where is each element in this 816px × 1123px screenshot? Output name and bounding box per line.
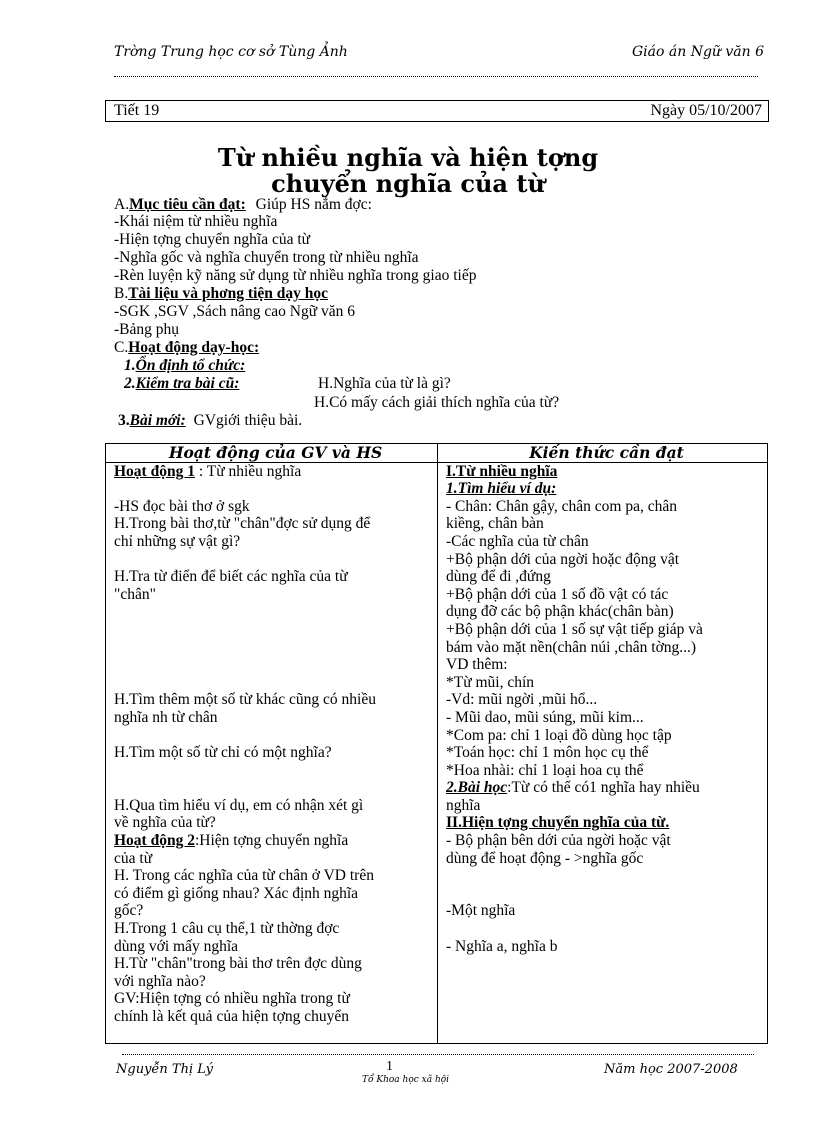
knowledge-line: - Mũi dao, mũi súng, mũi kim... — [446, 708, 644, 726]
activities-column: Hoạt động 1 : Từ nhiều nghĩa -HS đọc bài thơ ở sgk H.Trong bài thơ,từ "chân"đợc sử dụng để chỉ những sự vật gì? H.Tra từ điển để biết các nghĩa của từ "chân" H.Tìm thêm một số từ khác cũng có nhiều nghĩa nh từ chân H.Tìm một số từ chỉ có một nghĩa? H.Qua tìm hiểu ví dụ, em có nhận xét gì về nghĩa của từ? Hoạt động 2:Hiện tợng chuyển nghĩa của từ H. Trong các nghĩa của từ chân ở VD trên có điểm gì giống nhau? Xác định nghĩa gốc? H.Trong 1 câu cụ thể,1 từ thờng đợc dùng với mấy nghĩa H.Từ "chân"trong bài thơ trên đợc dùng với nghĩa nào? GV:Hiện tợng có nhiều nghĩa trong từ chính là kết quả của hiện tợng chuyển — [106, 462, 438, 1043]
knowledge-line: +Bộ phận dới của 1 số đồ vật có tác — [446, 585, 669, 603]
column-header-knowledge: Kiến thức cần đạt — [438, 444, 768, 463]
school-year: Năm học 2007-2008 — [604, 1062, 738, 1077]
knowledge-line: -Các nghĩa của từ chân — [446, 532, 589, 550]
activity-line: H.Trong 1 câu cụ thể,1 từ thờng đợc — [114, 920, 340, 938]
activity-line: dùng với mấy nghĩa — [114, 937, 238, 955]
knowledge-line: - Chân: Chân gậy, chân com pa, chân — [446, 497, 677, 515]
subject-name: Giáo án Ngữ văn 6 — [632, 44, 765, 60]
knowledge-line: +Bộ phận dới của 1 số sự vật tiếp giáp và — [446, 620, 703, 638]
group-name: Tổ Khoa học xã hội — [362, 1075, 450, 1085]
knowledge-line: nghĩa — [446, 796, 481, 814]
lesson-activity-table — [105, 443, 768, 1044]
author-name: Nguyễn Thị Lý — [116, 1062, 213, 1077]
activity-line: -HS đọc bài thơ ở sgk — [114, 497, 250, 515]
activity-line: chỉ những sự vật gì? — [114, 532, 241, 550]
section-c-heading: C.Hoạt động dạy-học: — [114, 339, 260, 356]
knowledge-line: -Vd: mũi ngời ,mũi hổ... — [446, 691, 598, 709]
activity-line: gốc? — [114, 902, 144, 920]
page-number: 1 — [386, 1059, 393, 1074]
activity-line: H.Tìm thêm một số từ khác cũng có nhiều — [114, 691, 376, 709]
activity-line: H.Tra từ điển để biết các nghĩa của từ — [114, 568, 348, 586]
knowledge-line: *Com pa: chỉ 1 loại đồ dùng học tập — [446, 726, 672, 744]
knowledge-line: *Toán học: chỉ 1 môn học cụ thể — [446, 744, 649, 762]
section-b-heading: B.Tài liệu và phơng tiện dạy học — [114, 285, 329, 302]
activity-line: của từ — [114, 849, 153, 867]
knowledge-line: VD thêm: — [446, 656, 508, 674]
step-1: 1.Ổn định tổ chức: — [124, 357, 246, 374]
objective-item: -Rèn luyện kỹ năng sử dụng từ nhiều nghĩa trong giao tiếp — [114, 267, 477, 284]
knowledge-line: - Nghĩa a, nghĩa b — [446, 937, 558, 955]
lesson-info-box — [105, 100, 769, 122]
knowledge-line: *Hoa nhài: chỉ 1 loại hoa cụ thể — [446, 761, 644, 779]
knowledge-line: dùng để đi ,đứng — [446, 568, 551, 586]
knowledge-section-2: II.Hiện tợng chuyển nghĩa của từ. — [446, 814, 670, 832]
lesson-title-line1: Từ nhiều nghĩa và hiện tợng — [217, 143, 599, 172]
activity-1-label: Hoạt động 1 — [114, 462, 195, 480]
knowledge-line: +Bộ phận dới của ngời hoặc động vật — [446, 550, 680, 568]
knowledge-line: - Bộ phận bên dới của ngời hoặc vật — [446, 832, 671, 850]
activity-line: về nghĩa của từ? — [114, 814, 216, 832]
activity-line: H.Trong bài thơ,từ "chân"đợc sử dụng để — [114, 515, 371, 533]
lesson-title-line2: chuyển nghĩa của từ — [271, 169, 545, 198]
section-a-intro: Giúp HS nắm đợc: — [255, 196, 372, 213]
period-label: Tiết 19 — [114, 102, 160, 119]
activity-line: H.Tìm một số từ chỉ có một nghĩa? — [114, 744, 332, 762]
section-a-title: Mục tiêu cần đạt: — [129, 196, 246, 213]
date-label: Ngày 05/10/2007 — [650, 102, 762, 119]
knowledge-column: I.Từ nhiều nghĩa 1.Tìm hiểu ví dụ: - Chân: Chân gậy, chân com pa, chân kiềng, chân bàn -Các nghĩa của từ chân +Bộ phận dới của ngời hoặc động vật dùng để đi ,đứng +Bộ phận dới của 1 số đồ vật có tác dụng đỡ các bộ phận khác(chân bàn) +Bộ phận dới của 1 số sự vật tiếp giáp và bám vào mặt nền(chân núi ,chân tờng...) VD thêm: *Từ mũi, chín -Vd: mũi ngời ,mũi hổ... - Mũi dao, mũi súng, mũi kim... *Com pa: chỉ 1 loại đồ dùng học tập *Toán học: chỉ 1 môn học cụ thể *Hoa nhài: chỉ 1 loại hoa cụ thể 2.Bài học:Từ có thể có1 nghĩa hay nhiều nghĩa II.Hiện tợng chuyển nghĩa của từ. - Bộ phận bên dới của ngời hoặc vật dùng để hoạt động - >nghĩa gốc -Một nghĩa - Nghĩa a, nghĩa b — [438, 462, 768, 1043]
objective-item: -Khái niệm từ nhiều nghĩa — [114, 213, 278, 230]
section-a-heading: A.Mục tiêu cần đạt: Giúp HS nắm đợc: — [114, 196, 372, 213]
knowledge-line: kiềng, chân bàn — [446, 515, 544, 533]
material-item: -SGK ,SGV ,Sách nâng cao Ngữ văn 6 — [114, 303, 356, 320]
column-header-teacher-student: Hoạt động của GV và HS — [106, 444, 438, 463]
activity-line: GV:Hiện tợng có nhiều nghĩa trong từ — [114, 990, 350, 1008]
activity-line: chính là kết quả của hiện tợng chuyển — [114, 1008, 350, 1025]
activity-line: có điểm gì giống nhau? Xác định nghĩa — [114, 884, 359, 902]
activity-line: nghĩa nh từ chân — [114, 708, 218, 726]
footer-divider — [122, 1054, 754, 1055]
step-3: 3.Bài mới: GVgiới thiệu bài. — [118, 412, 303, 429]
knowledge-line: bám vào mặt nền(chân núi ,chân tờng...) — [446, 638, 697, 656]
material-item: -Bảng phụ — [114, 321, 180, 338]
knowledge-line: *Từ mũi, chín — [446, 673, 535, 691]
school-name: Trờng Trung học cơ sở Tùng Ảnh — [114, 44, 348, 60]
activity-line: với nghĩa nào? — [114, 972, 206, 990]
knowledge-section-1: I.Từ nhiều nghĩa — [446, 462, 558, 480]
knowledge-line: -Một nghĩa — [446, 902, 516, 920]
activity-line: H.Qua tìm hiểu ví dụ, em có nhận xét gì — [114, 796, 364, 814]
header-divider — [114, 76, 758, 77]
objective-item: -Nghĩa gốc và nghĩa chuyển trong từ nhiều nghĩa — [114, 249, 419, 266]
knowledge-subsection-2: 2.Bài học — [446, 779, 508, 797]
activity-line: "chân" — [114, 585, 156, 603]
review-question-2: H.Có mấy cách giải thích nghĩa của từ? — [314, 394, 560, 411]
knowledge-subsection-1: 1.Tìm hiểu ví dụ: — [446, 480, 557, 498]
step-2: 2.Kiểm tra bài cũ: — [124, 375, 240, 392]
activity-line: H.Từ "chân"trong bài thơ trên đợc dùng — [114, 955, 362, 973]
review-question-1: H.Nghĩa của từ là gì? — [318, 375, 451, 392]
section-c-title: Hoạt động dạy-học: — [128, 339, 260, 356]
activity-2-label: Hoạt động 2 — [114, 832, 195, 850]
knowledge-line: dụng đỡ các bộ phận khác(chân bàn) — [446, 603, 674, 621]
objective-item: -Hiện tợng chuyển nghĩa của từ — [114, 231, 311, 248]
knowledge-line: dùng để hoạt động - >nghĩa gốc — [446, 849, 644, 867]
activity-line: H. Trong các nghĩa của từ chân ở VD trên — [114, 867, 374, 885]
section-b-title: Tài liệu và phơng tiện dạy học — [128, 285, 329, 302]
